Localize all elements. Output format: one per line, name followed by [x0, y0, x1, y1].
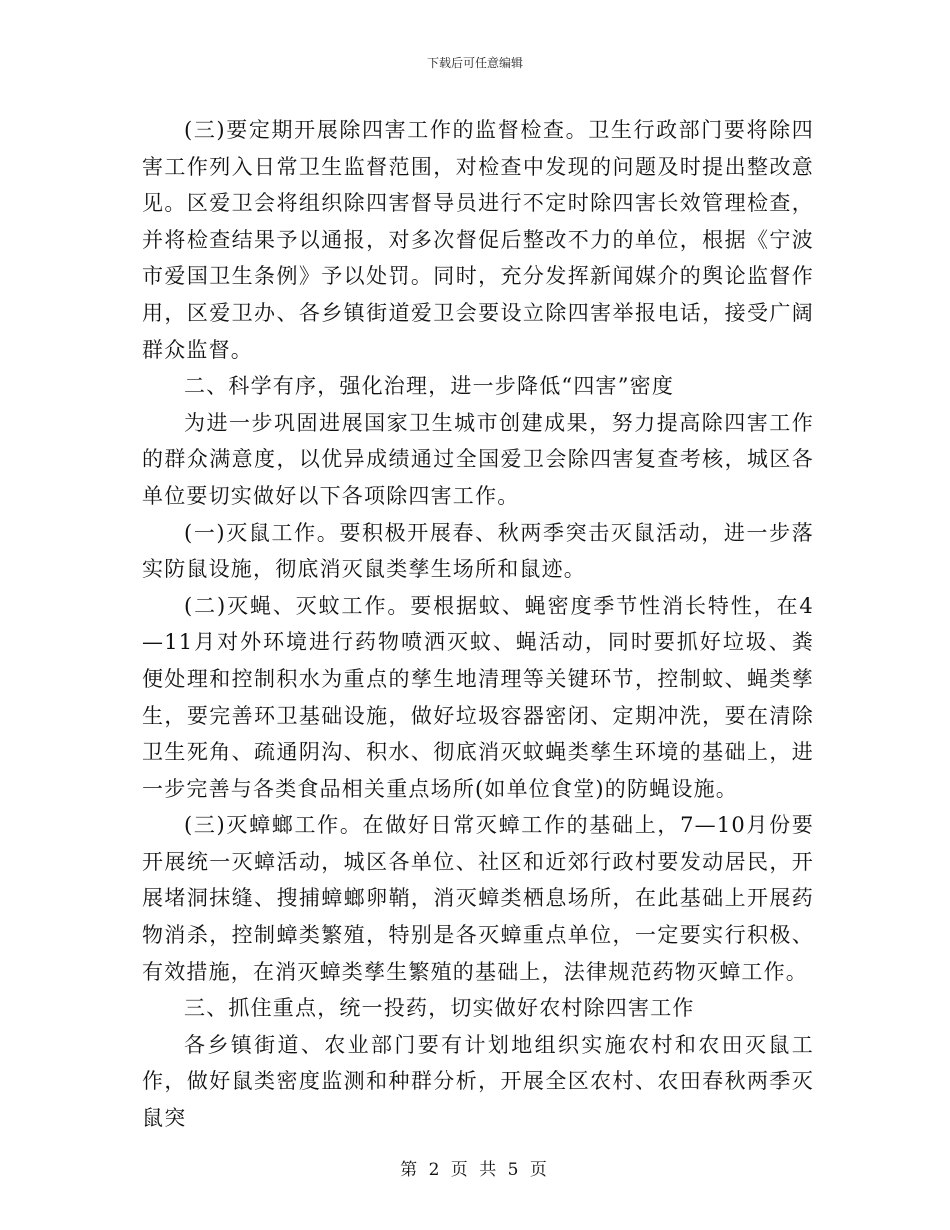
section-heading-two: 二、科学有序，强化治理，进一步降低“四害”密度 — [184, 374, 675, 399]
paragraph-rodent-control: (一)灭鼠工作。要积极开展春、秋两季突击灭鼠活动，进一步落实防鼠设施，彻底消灭鼠类孳生场所和鼠迹。 — [142, 520, 814, 582]
paragraph-cockroach-control: (三)灭蟑螂工作。在做好日常灭蟑工作的基础上，7—10月份要开展统一灭蟑活动，城区各单位、社区和近郊行政村要发动居民，开展堵洞抹缝、搜捕蟑螂卵鞘，消灭蟑类栖息场所，在此基础上开展药物消杀，控制蟑类繁殖，特别是各灭蟑重点单位，一定要实行积极、有效措施，在消灭蟑类孳生繁殖的基础上，法律规范药物灭蟑工作。 — [142, 813, 814, 984]
page-header: 下载后可任意编辑 — [426, 56, 523, 70]
paragraph-supervision-inspection: (三)要定期开展除四害工作的监督检查。卫生行政部门要将除四害工作列入日常卫生监督范围，对检查中发现的问题及时提出整改意见。区爱卫会将组织除四害督导员进行不定时除四害长效管理检查，并将检查结果予以通报，对多次督促后整改不力的单位，根据《宁波市爱国卫生条例》予以处罚。同时，充分发挥新闻媒介的舆论监督作用，区爱卫办、各乡镇街道爱卫会要设立除四害举报电话，接受广阔群众监督。 — [142, 118, 814, 362]
paragraph-rural-work: 各乡镇街道、农业部门要有计划地组织实施农村和农田灭鼠工作，做好鼠类密度监测和种群分析，开展全区农村、农田春秋两季灭鼠突 — [142, 1032, 814, 1131]
page-footer: 第 2 页 共 5 页 — [400, 1160, 550, 1180]
paragraph-fly-mosquito-control: (二)灭蝇、灭蚊工作。要根据蚊、蝇密度季节性消长特性，在4—11月对外环境进行药物喷洒灭蚊、蝇活动，同时要抓好垃圾、粪便处理和控制积水为重点的孳生地清理等关键环节，控制蚊、蝇类孳生，要完善环卫基础设施，做好垃圾容器密闭、定期冲洗，要在清除卫生死角、疏通阴沟、积水、彻底消灭蚊蝇类孳生环境的基础上，进一步完善与各类食品相关重点场所(如单位食堂)的防蝇设施。 — [142, 593, 814, 801]
document-body — [142, 112, 814, 1137]
section-heading-three: 三、抓住重点，统一投药，切实做好农村除四害工作 — [184, 996, 695, 1021]
paragraph-section-two-intro: 为进一步巩固进展国家卫生城市创建成果，努力提高除四害工作的群众满意度，以优异成绩通过全国爱卫会除四害复查考核，城区各单位要切实做好以下各项除四害工作。 — [142, 410, 814, 508]
